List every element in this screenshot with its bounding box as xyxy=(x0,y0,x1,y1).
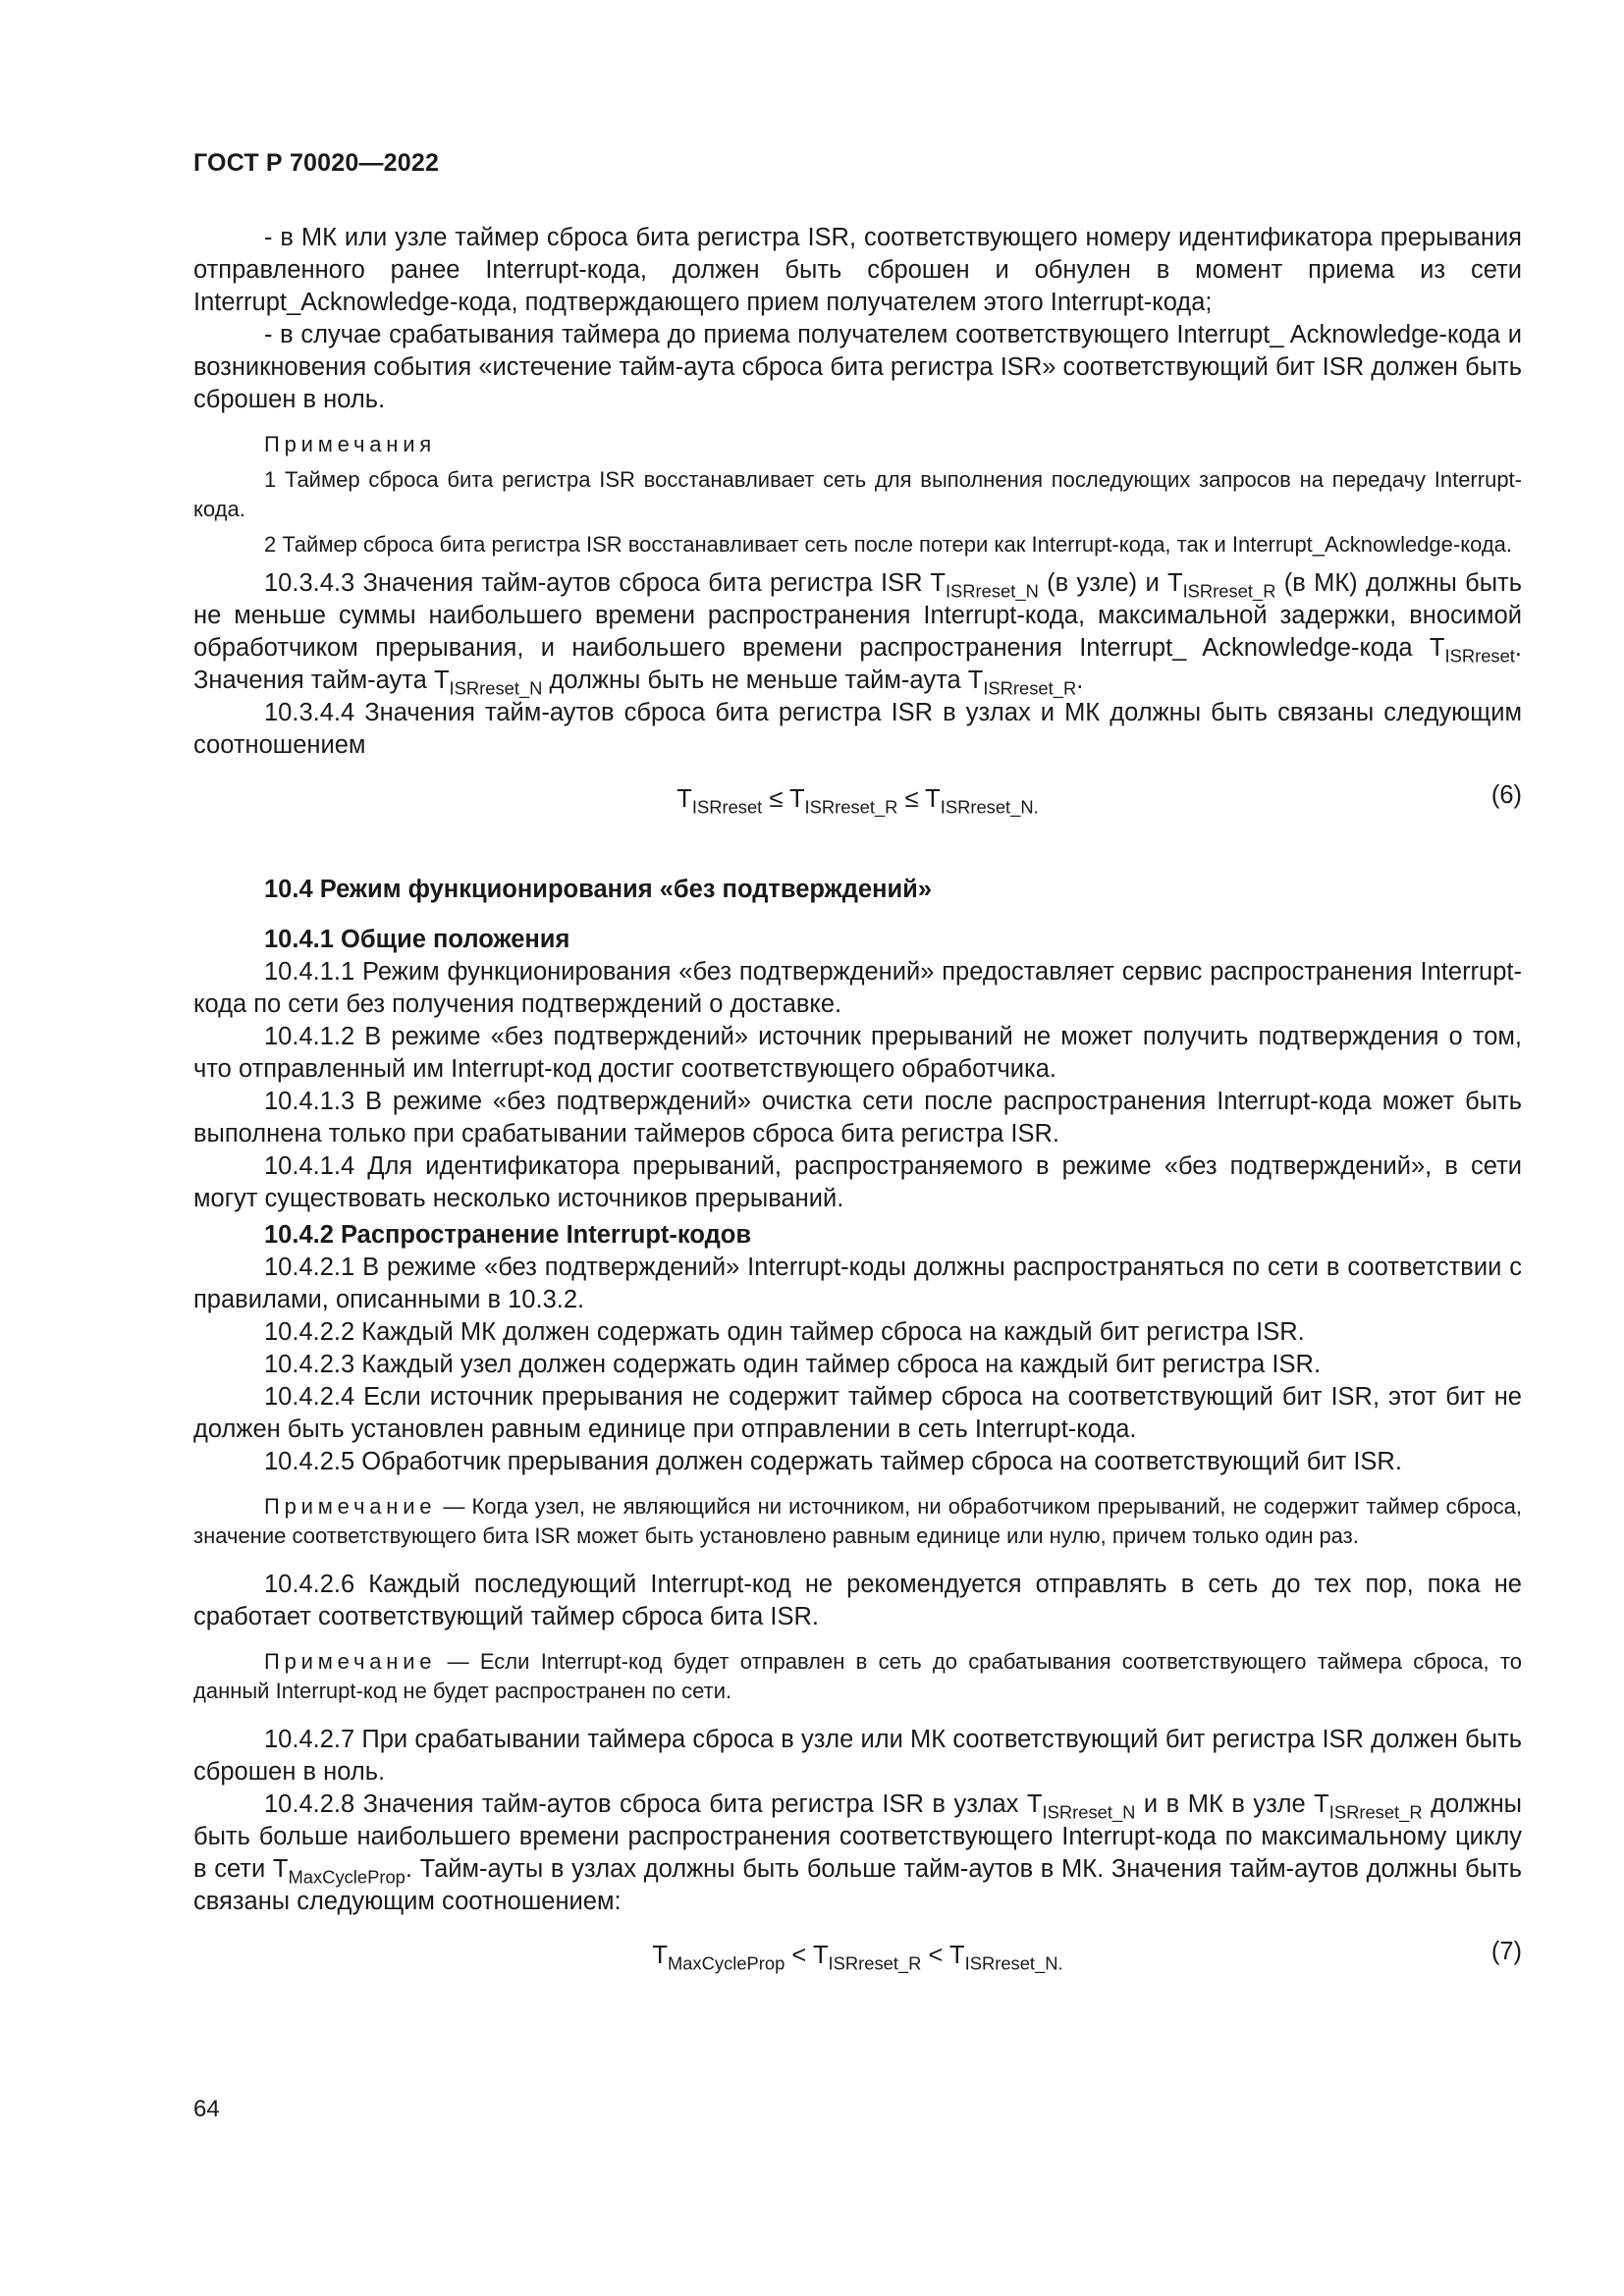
paragraph-10-3-4-3: 10.3.4.3 Значения тайм-аутов сброса бита регистра ISR $T_{ISRreset\_N}$ (в узле) и $T_{ISRreset\_R}$ (в МК) должны быть не меньше суммы наибольшего времени распространения Interrupt-кода, максимальной задержки, вносимой обработчиком прерывания, и наибольшего времени распространения Interrupt_ Acknowledge-кода $T_{ISRreset}$. Значения тайм-аута $T_{ISRreset\_N}$ должны быть не меньше тайм-аута $T_{ISRreset\_R}$. xyxy=(193,569,1523,699)
note-3-label: Примечание xyxy=(264,1494,437,1519)
paragraph-10-4-1-3: 10.4.1.3 В режиме «без подтверждений» очистка сети после распространения Interrupt-кода может быть выполнена только при срабатывании таймеров сброса бита регистра ISR. xyxy=(193,1088,1522,1148)
heading-10-4: 10.4 Режим функционирования «без подтверждений» xyxy=(264,876,933,903)
heading-10-4-1: 10.4.1 Общие положения xyxy=(264,926,570,953)
paragraph-10-4-2-2: 10.4.2.2 Каждый МК должен содержать один таймер сброса на каждый бит регистра ISR. xyxy=(264,1318,1305,1346)
paragraph-10-4-2-7: 10.4.2.7 При срабатывании таймера сброса в узле или МК соответствующий бит регистра ISR должен быть сброшен в ноль. xyxy=(193,1726,1522,1786)
paragraph-10-4-2-5: 10.4.2.5 Обработчик прерывания должен содержать таймер сброса на соответствующий бит ISR. xyxy=(264,1448,1402,1475)
note-1: 1 Таймер сброса бита регистра ISR восстанавливает сеть для выполнения последующих запросов на передачу Interrupt-кода. xyxy=(193,467,1522,521)
note-2: 2 Таймер сброса бита регистра ISR восстанавливает сеть после потери как Interrupt-кода, так и Interrupt_Acknowledge-кода. xyxy=(264,532,1513,557)
page-number: 64 xyxy=(193,2096,220,2122)
paragraph-10-4-2-6: 10.4.2.6 Каждый последующий Interrupt-код не рекомендуется отправлять в сеть до тех пор, пока не сработает соответствующий таймер сброса бита ISR. xyxy=(193,1571,1522,1630)
paragraph-10-4-2-8: 10.4.2.8 Значения тайм-аутов сброса бита регистра ISR в узлах $T_{ISRreset\_N}$ и в МК в узле $T_{ISRreset\_R}$ должны быть больше наибольшего времени распространения соответствующего Interrupt-кода по максимальному циклу в сети $T_{MaxCycleProp}$. Тайм-ауты в узлах должны быть больше тайм-аутов в МК. Значения тайм-аутов должны быть связаны следующим соотношением: xyxy=(193,1790,1522,1915)
note-3-text: — Когда узел, не являющийся ни источником, ни обработчиком прерываний, не содержит таймер сброса, значение соответствующего бита ISR может быть установлено равным единице или нулю, причем только один раз. xyxy=(193,1494,1522,1548)
note-3 xyxy=(193,1492,1522,1551)
paragraph-list-item-2: - в случае срабатывания таймера до приема получателем соответствующего Interrupt_ Acknowledge-кода и возникновения события «истечение тайм-аута сброса бита регистра ISR» соответствующий бит ISR должен быть сброшен в ноль. xyxy=(193,321,1522,413)
paragraph-10-3-4-4: 10.3.4.4 Значения тайм-аутов сброса бита регистра ISR в узлах и МК должны быть связаны следующим соотношением xyxy=(193,699,1522,759)
paragraph-10-4-1-2: 10.4.1.2 В режиме «без подтверждений» источник прерываний не может получить подтверждения о том, что отправленный им Interrupt-код достиг соответствующего обработчика. xyxy=(193,1023,1522,1083)
note-4-label: Примечание xyxy=(264,1649,437,1674)
heading-10-4-2: 10.4.2 Распространение Interrupt-кодов xyxy=(264,1221,752,1249)
formula-6-expression: $T_{ISRreset} \le T_{ISRreset\_R} \le T_{ISRreset\_N.}$ xyxy=(677,785,1039,818)
formula-7-number: (7) xyxy=(1490,1938,1522,1965)
formula-6-number: (6) xyxy=(1490,781,1522,809)
paragraph-10-4-2-3: 10.4.2.3 Каждый узел должен содержать один таймер сброса на каждый бит регистра ISR. xyxy=(264,1351,1322,1378)
paragraph-10-4-2-4: 10.4.2.4 Если источник прерывания не содержит таймер сброса на соответствующий бит ISR, этот бит не должен быть установлен равным единице при отправлении в сеть Interrupt-кода. xyxy=(193,1383,1522,1443)
paragraph-list-item-1: - в МК или узле таймер сброса бита регистра ISR, соответствующего номеру идентификатора прерывания отправленного ранее Interrupt-кода, должен быть сброшен и обнулен в момент приема из сети Interrupt_Acknowledge-кода, подтверждающего прием получателем этого Interrupt-кода; xyxy=(193,224,1522,316)
paragraph-10-4-1-4: 10.4.1.4 Для идентификатора прерываний, распространяемого в режиме «без подтверждений», в сети могут существовать несколько источников прерываний. xyxy=(193,1152,1522,1212)
page-header: ГОСТ Р 70020—2022 xyxy=(193,149,440,177)
page-content xyxy=(193,222,1522,1987)
note-4-text: — Если Interrupt-код будет отправлен в сеть до срабатывания соответствующего таймера сброса, то данный Interrupt-код не будет распространен по сети. xyxy=(193,1649,1522,1703)
note-4 xyxy=(193,1647,1522,1706)
notes-label: Примечания xyxy=(264,432,437,456)
formula-6 xyxy=(193,775,1522,830)
paragraph-10-4-2-1: 10.4.2.1 В режиме «без подтверждений» Interrupt-коды должны распространяться по сети в соответствии с правилами, описанными в 10.3.2. xyxy=(193,1254,1522,1313)
paragraph-10-4-1-1: 10.4.1.1 Режим функционирования «без подтверждений» предоставляет сервис распространения Interrupt-кода по сети без получения подтверждений о доставке. xyxy=(193,958,1522,1018)
formula-7 xyxy=(193,1932,1522,1987)
formula-7-expression: $T_{MaxCycleProp} < T_{ISRreset\_R} < T_{ISRreset\_N.}$ xyxy=(652,1942,1063,1974)
